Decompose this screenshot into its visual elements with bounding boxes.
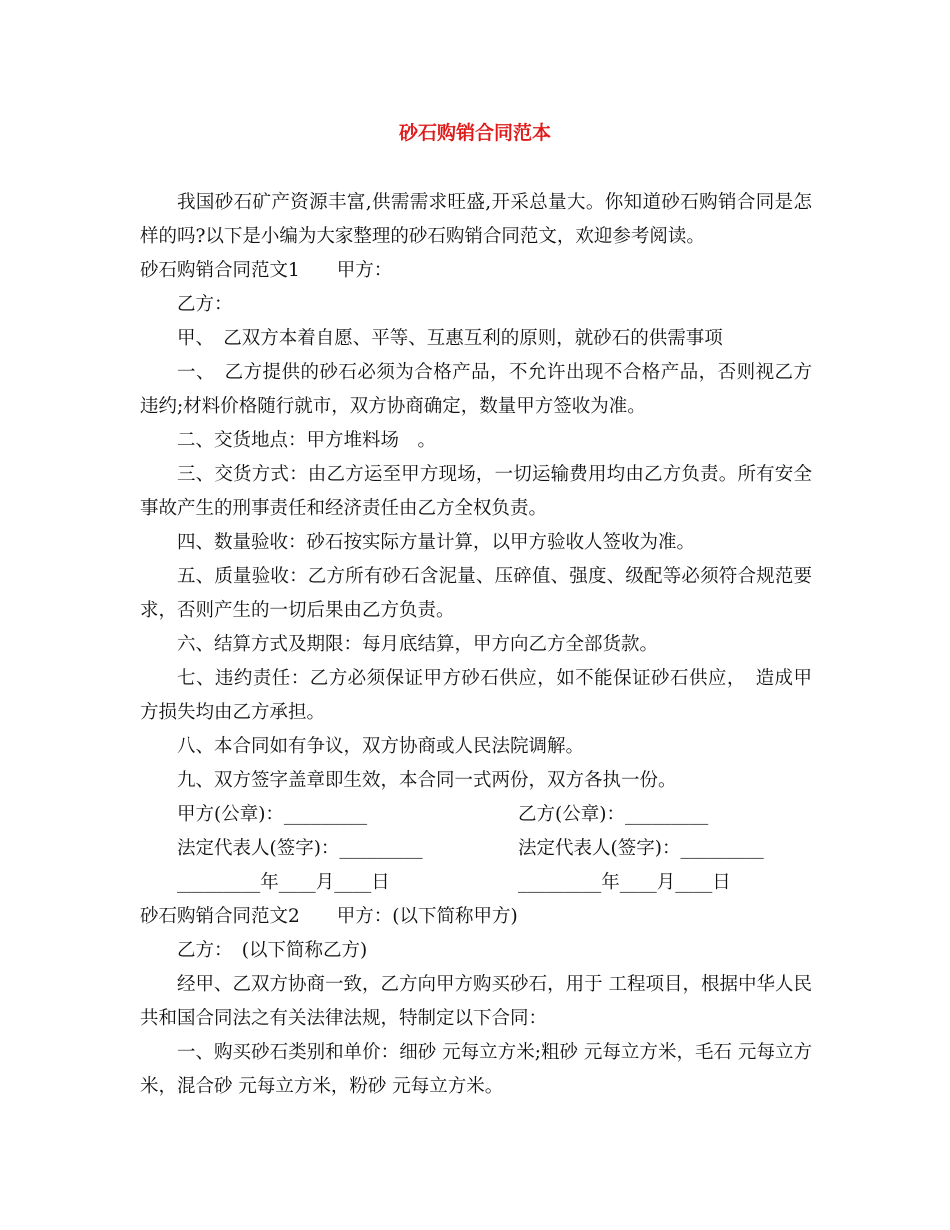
- clause-1: 一、 乙方提供的砂石必须为合格产品，不允许出现不合格产品，否则视乙方违约;材料价格随行就市，双方协商确定，数量甲方签收为准。: [140, 362, 812, 417]
- preamble-paragraph: 甲、 乙双方本着自愿、平等、互惠互利的原则，就砂石的供需事项: [177, 328, 723, 349]
- document-title: 砂石购销合同范本: [398, 122, 551, 144]
- signature-rep-row: [140, 832, 812, 866]
- clause-5: 五、质量验收：乙方所有砂石含泥量、压碎值、强度、级配等必须符合规范要求，否则产生的一切后果由乙方负责。: [140, 566, 812, 621]
- party-b-seal: 乙方(公章)：_________: [518, 804, 709, 825]
- party-a-date: _________年____月____日: [177, 872, 390, 893]
- clause-8: 八、本合同如有争议，双方协商或人民法院调解。: [177, 736, 585, 757]
- document-body: [140, 186, 812, 1104]
- sample-2-clause-1: 一、购买砂石类别和单价：细砂 元每立方米;粗砂 元每立方米，毛石 元每立方米，混合砂 元每立方米，粉砂 元每立方米。: [140, 1042, 812, 1097]
- sample-2-party-b: 乙方： (以下简称乙方): [177, 940, 368, 961]
- clause-9: 九、双方签字盖章即生效，本合同一式两份，双方各执一份。: [177, 770, 677, 791]
- clause-7: 七、违约责任：乙方必须保证甲方砂石供应，如不能保证砂石供应， 造成甲方损失均由乙方承担。: [140, 668, 812, 723]
- sample-2-preamble: 经甲、乙双方协商一致，乙方向甲方购买砂石，用于 工程项目，根据中华人民共和国合同法之有关法律法规，特制定以下合同：: [140, 974, 812, 1029]
- clause-3: 三、交货方式：由乙方运至甲方现场，一切运输费用均由乙方负责。所有安全事故产生的刑事责任和经济责任由乙方全权负责。: [140, 464, 812, 519]
- clause-2: 二、交货地点：甲方堆料场 。: [177, 430, 437, 451]
- party-b-representative: 法定代表人(签字)：_________: [518, 838, 764, 859]
- signature-seal-row: [140, 798, 812, 832]
- party-a-seal: 甲方(公章)：_________: [177, 804, 368, 825]
- party-b-line: 乙方：: [177, 294, 233, 315]
- party-b-date: _________年____月____日: [518, 872, 731, 893]
- intro-paragraph: 我国砂石矿产资源丰富,供需需求旺盛,开采总量大。你知道砂石购销合同是怎样的吗?以下是小编为大家整理的砂石购销合同范文，欢迎参考阅读。: [140, 192, 812, 247]
- sample-1-heading: 砂石购销合同范文1 甲方：: [140, 260, 393, 281]
- clause-4: 四、数量验收：砂石按实际方量计算，以甲方验收人签收为准。: [177, 532, 696, 553]
- sample-2-heading: 砂石购销合同范文2 甲方：(以下简称甲方): [140, 906, 518, 927]
- clause-6: 六、结算方式及期限：每月底结算，甲方向乙方全部货款。: [177, 634, 659, 655]
- party-a-representative: 法定代表人(签字)：_________: [177, 838, 423, 859]
- signature-date-row: [140, 866, 812, 900]
